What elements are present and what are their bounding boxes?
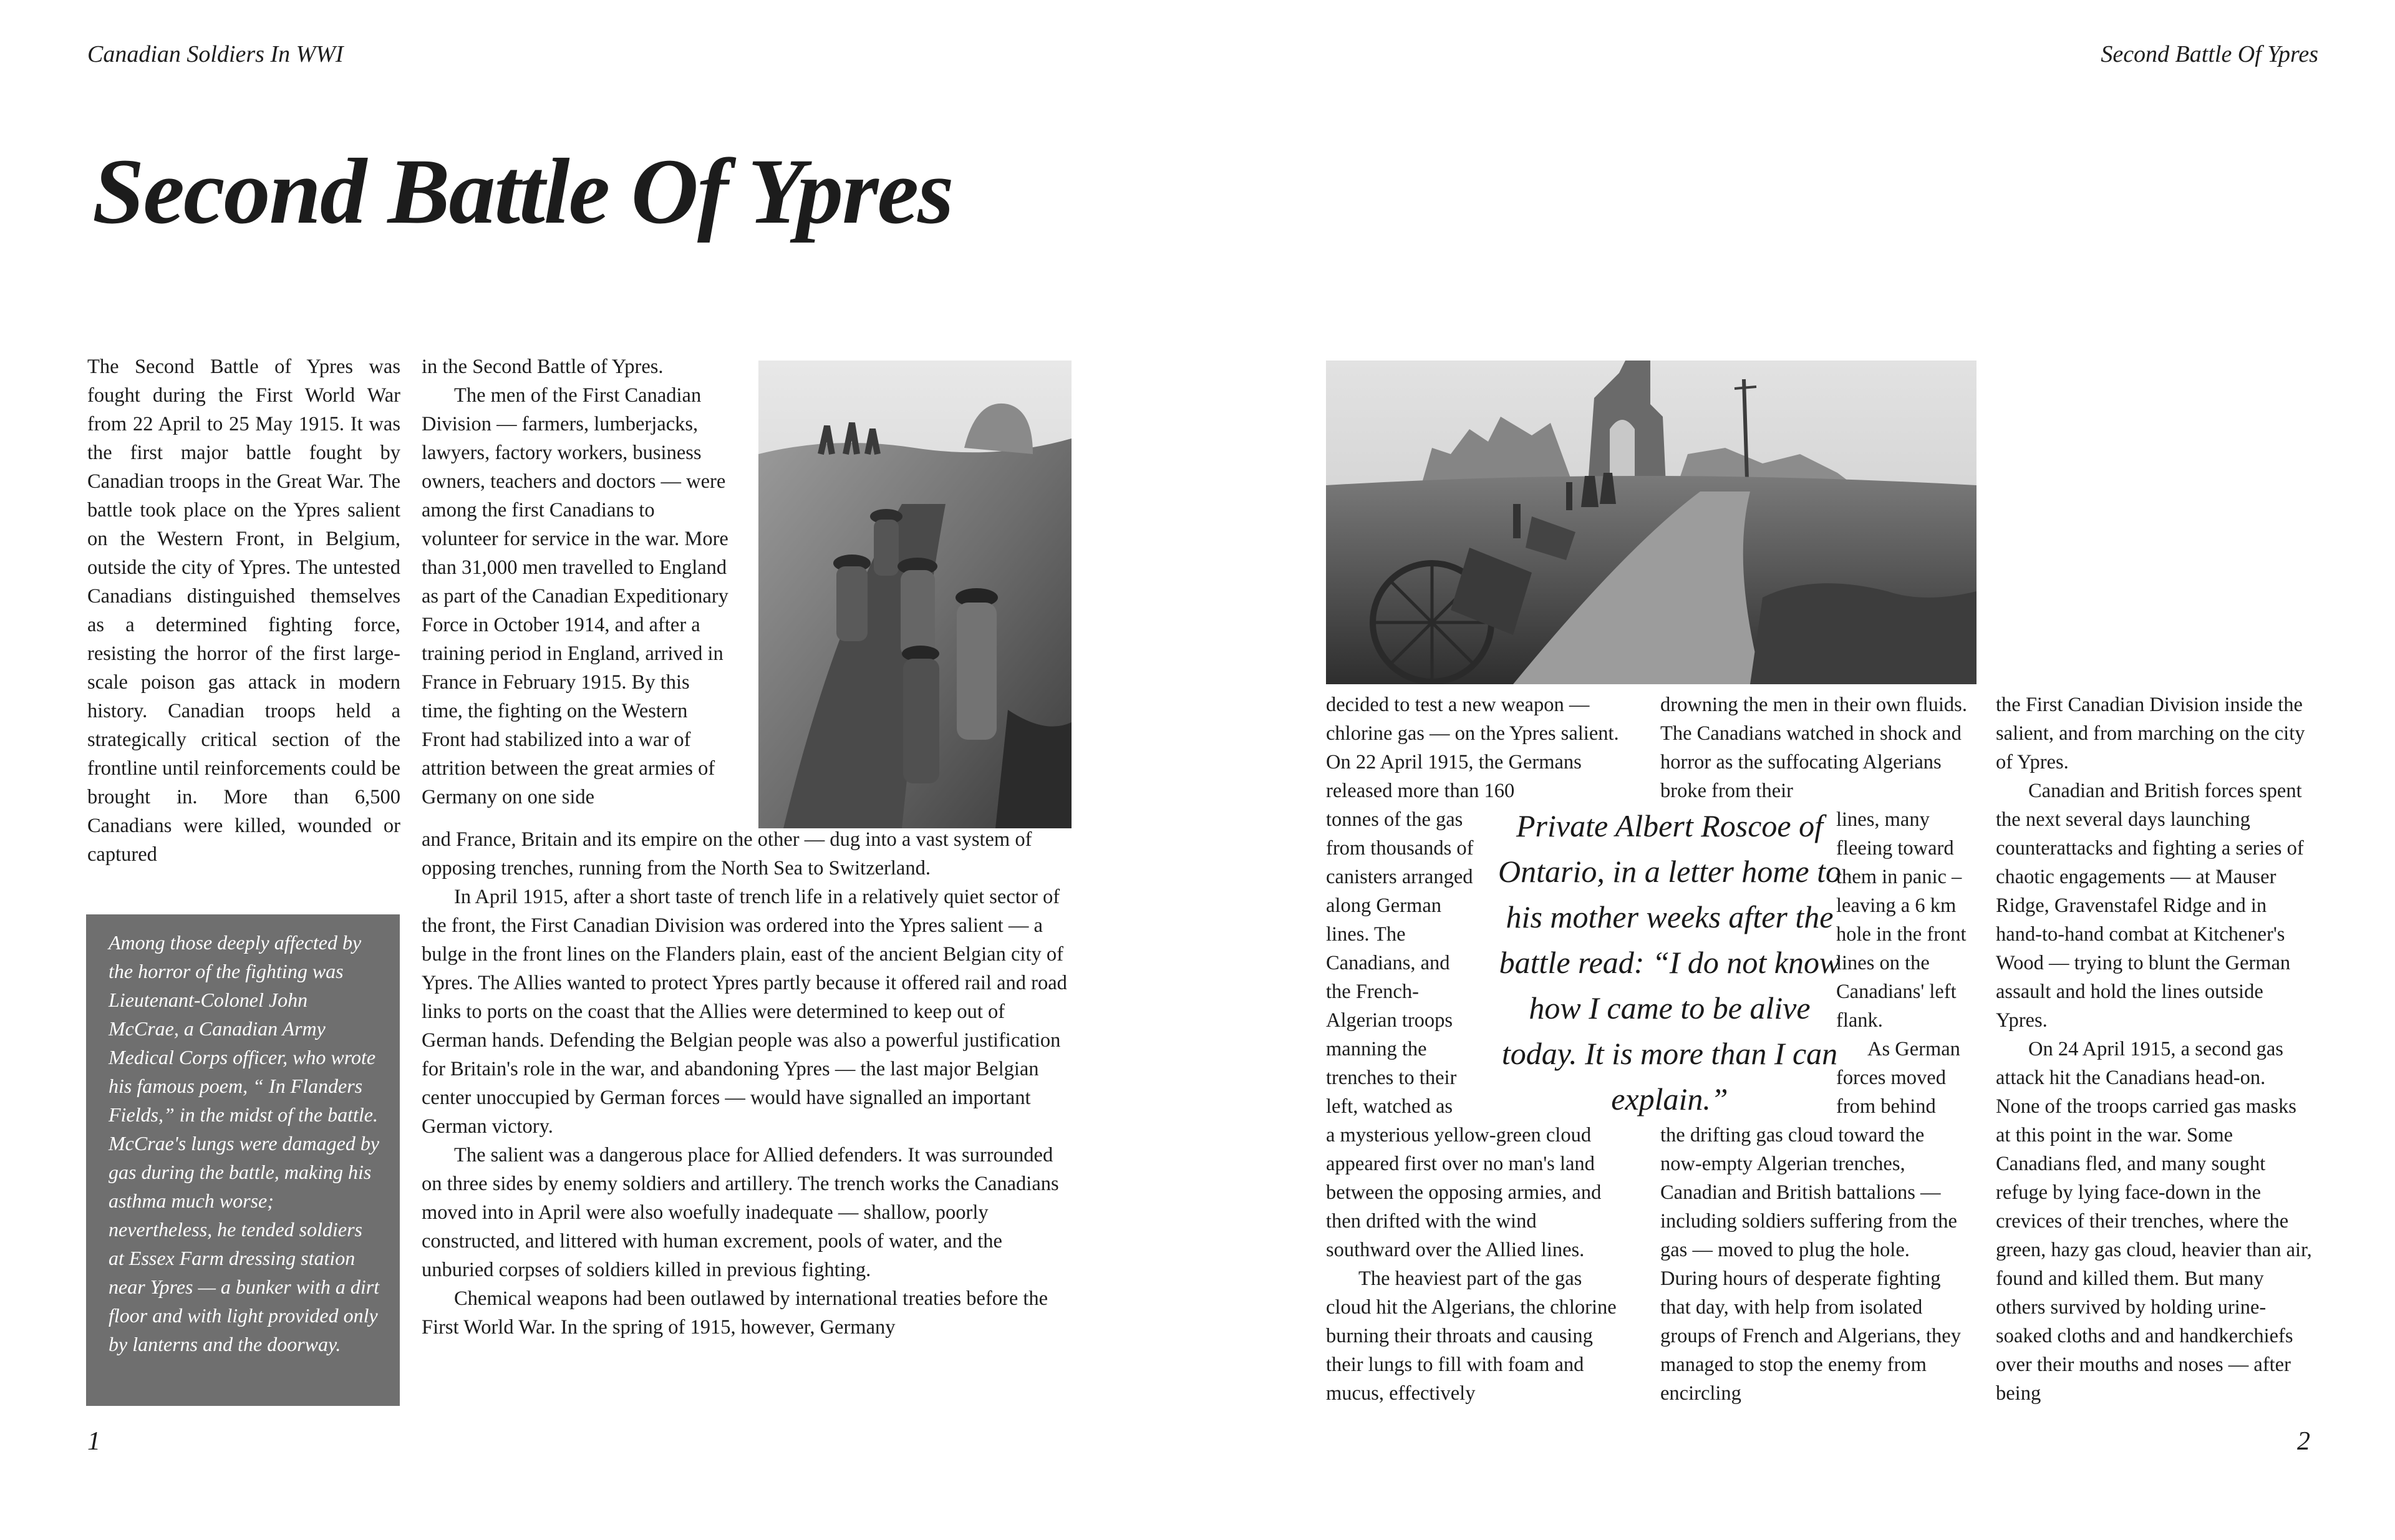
running-header-left: Canadian Soldiers In WWI — [87, 41, 344, 67]
second-gas-attack-paragraph: On 24 April 1915, a second gas attack hit the Canadians head-on. None of the troops carried gas masks at this point in the war. Some Canadians fled, and many sought refuge by lying face-down in the crevices of their trenches, where the green, hazy gas cloud, heavier than air, found and killed them. But many others survived by holding urine-soaked cloths and and handkerchiefs over their mouths and noses — after being — [1996, 1038, 2312, 1405]
german-forces-paragraph: As German forces moved from behind — [1836, 1038, 1960, 1118]
col2-top-line: in the Second Battle of Ypres. — [422, 356, 664, 378]
algerians-paragraph: The heaviest part of the gas cloud hit the Algerians, the chlorine burning their throats and causing their lungs to fill with foam and mucus, effectively — [1326, 1267, 1617, 1405]
april-1915-paragraph: In April 1915, after a short taste of trench life in a relatively quiet sector of the front, the First Canadian Division was ordered into the Ypres salient — a bulge in the front lines on the Flanders plain, east of the ancient Belgian city of Ypres. The Allies wanted to protect Ypres partly because it offered rail and road links to ports on the coast that the Allies were determined to keep out of German hands. Defending the Belgian people was also a powerful justification for Britain's role in the war, and abandoning Ypres — the last major Belgian center unoccupied by German forces — would have signalled an important German victory. — [422, 886, 1067, 1138]
running-header-right: Second Battle Of Ypres — [2101, 41, 2318, 67]
col2-paragraph-end: and France, Britain and its empire on the other — dug into a vast system of opposing trenches, running from the North Sea to Switzerland. — [422, 828, 1032, 879]
page2-column-3 — [1996, 690, 2314, 1408]
gas-cloud-paragraph: a mysterious yellow-green cloud appeared first over no man's land between the opposing armies, and then drifted with the wind southward over the Allied lines. — [1326, 1124, 1602, 1261]
chemical-weapons-paragraph: Chemical weapons had been outlawed by international treaties before the First World War. In the spring of 1915, however, Germany — [422, 1287, 1048, 1339]
page-title: Second Battle Of Ypres — [92, 140, 953, 243]
first-division-paragraph: The men of the First Canadian Division — farmers, lumberjacks, lawyers, factory workers, business owners, teachers and doctors — were among the first Canadians to volunteer for service in the war. More than 31,000 men travelled to England as part of the Canadian Expeditionary Force in October 1914, and after a training period in England, arrived in France in February 1915. By this time, the fighting on the Western Front had stabilized into a war of attrition between the great armies of Germany on one side — [422, 384, 728, 808]
page-number-right: 2 — [2297, 1427, 2310, 1456]
gas-test-paragraph-top: decided to test a new weapon — chlorine gas — on the Ypres salient. On 22 April 1915, the Germans released more than 160 — [1326, 694, 1619, 802]
intro-paragraph: The Second Battle of Ypres was fought during the First World War from 22 April to 25 May 1915. It was the first major battle fought by Canadian troops in the Great War. The battle took place on the Ypres salient on the Western Front, in Belgium, outside the city of Ypres. The untested Canadians distinguished themselves as a determined fighting force, resisting the horror of the first large-scale poison gas attack in modern history. Canadian troops held a strategically critical section of the frontline until reinforcements could be brought in. More than 6,500 Canadians were killed, wounded or captured — [87, 356, 400, 866]
counterattacks-paragraph: Canadian and British forces spent the next several days launching counterattacks and fighting a series of chaotic engagements — at Mauser Ridge, Gravenstafel Ridge and in hand-to-hand combat at Kitchener's Wood — trying to blunt the German assault and hold the lines outside Ypres. — [1996, 780, 2304, 1032]
narrow-text-block — [1836, 805, 1967, 1121]
panic-paragraph-narrow: lines, many fleeing toward them in panic – leaving a 6 km hole in the front lines on the Canadians' left flank. — [1836, 808, 1967, 1032]
page1-wide-text — [422, 825, 1073, 1342]
pull-quote: Private Albert Roscoe of Ontario, in a letter home to his mother weeks after the battle read: “I do not know how I came to be alive today. It is more than I can explain.” — [1498, 808, 1841, 1116]
ruins-photo-image — [1326, 361, 1976, 684]
page1-column-1 — [87, 352, 400, 869]
page-number-left: 1 — [87, 1427, 100, 1456]
ruins-photo — [1326, 361, 1976, 684]
drowning-paragraph-top: drowning the men in their own fluids. The Canadians watched in shock and horror as the suffocating Algerians broke from their — [1660, 694, 1967, 802]
sidebar-text: Among those deeply affected by the horror of the fighting was Lieutenant-Colonel John McCrae, a Canadian Army Medical Corps officer, who wrote his famous poem, “ In Flanders Fields,” in the midst of the battle. McCrae's lungs were damaged by gas during the battle, making his asthma much worse; nevertheless, he tended soldiers at Essex Farm dressing station near Ypres — a bunker with a dirt floor and with light provided only by lanterns and the doorway. — [109, 931, 380, 1355]
encircling-paragraph-end: the First Canadian Division inside the salient, and from marching on the city of Ypres. — [1996, 694, 2305, 773]
gas-test-paragraph-narrow: tonnes of the gas from thousands of canisters arranged along German lines. The Canadians, and the French-Algerian troops manning the trenches to their left, watched as — [1326, 808, 1474, 1118]
page1-column-2 — [422, 352, 733, 811]
battalions-paragraph: the drifting gas cloud toward the now-empty Algerian trenches, Canadian and British battalions — including soldiers suffering from the gas — moved to plug the hole. During hours of desperate fighting that day, with help from isolated groups of French and Algerians, they managed to stop the enemy from encircling — [1660, 1124, 1961, 1405]
trench-photo — [758, 361, 1072, 828]
trench-photo-image — [758, 361, 1072, 828]
salient-paragraph: The salient was a dangerous place for Allied defenders. It was surrounded on three sides by enemy soldiers and artillery. The trench works the Canadians moved into in April were also woefully inadequate — shallow, poorly constructed, and littered with human excrement, pools of water, and the unburied corpses of soldiers killed in previous fighting. — [422, 1144, 1059, 1281]
mccrae-sidebar — [86, 914, 400, 1406]
